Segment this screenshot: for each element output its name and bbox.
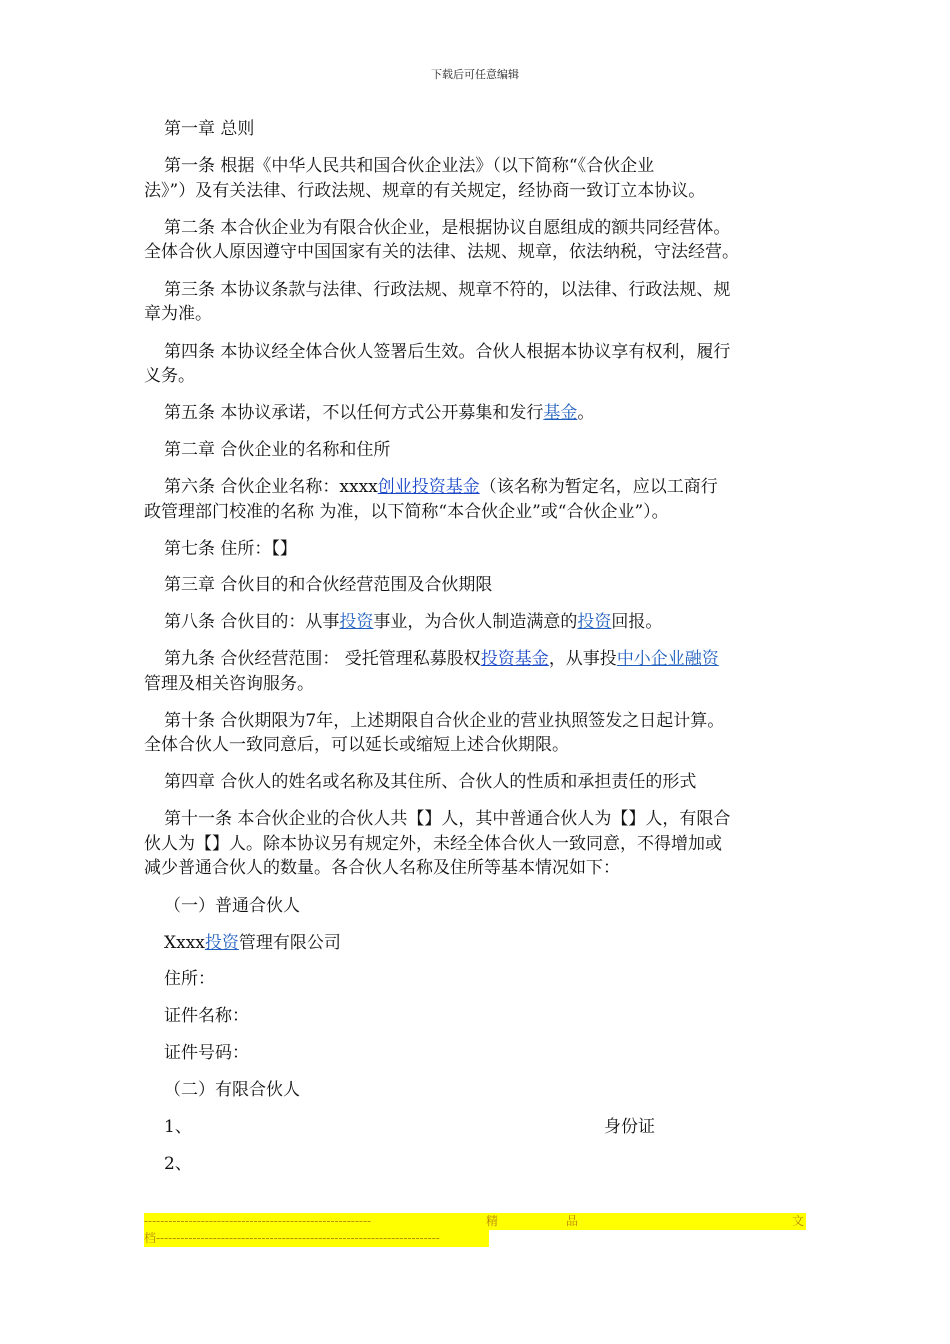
article-8-end: 回报。 — [611, 612, 663, 632]
id-type-label: 证件名称： — [164, 1006, 249, 1026]
article-9-text: 第九条 合伙经营范围： 受托管理私募股权 — [164, 649, 481, 669]
address-label: 住所： — [164, 969, 215, 989]
article-5 — [164, 402, 826, 424]
company-prefix: Xxxx — [164, 933, 205, 953]
investment-fund-link[interactable]: 投资基金 — [480, 649, 549, 669]
id-card-label: 身份证 — [604, 1117, 655, 1137]
footer-char-3: 文 — [792, 1214, 805, 1228]
chapter-4-title: 第四章 合伙人的姓名或名称及其住所、合伙人的性质和承担责任的形式 — [164, 772, 697, 792]
chapter-2-title: 第二章 合伙企业的名称和住所 — [164, 440, 391, 460]
limited-partner-1-number: 1、 — [164, 1117, 192, 1137]
article-6-line-1 — [164, 476, 826, 498]
article-1-line-1: 第一条 根据《中华人民共和国合伙企业法》（以下简称“《合伙企业 — [164, 156, 655, 176]
investment-link-1[interactable]: 投资 — [339, 612, 374, 632]
article-5-text: 第五条 本协议承诺，不以任何方式公开募集和发行 — [164, 403, 544, 423]
article-6-text: 第六条 合伙企业名称：xxxx — [164, 477, 378, 497]
article-9-line-2: 管理及相关咨询服务。 — [144, 674, 314, 694]
article-7: 第七条 住所：【】 — [164, 539, 297, 559]
article-11-line-3: 减少普通合伙人的数量。各合伙人名称及住所等基本情况如下： — [144, 858, 620, 878]
article-4-line-1: 第四条 本协议经全体合伙人签署后生效。合伙人根据本协议享有权利，履行 — [164, 342, 731, 362]
article-9-line-1 — [164, 648, 826, 670]
footer-banner-line-2: 档---------------------------------------------------------------------- — [144, 1230, 489, 1247]
article-3-line-2: 章为准。 — [144, 304, 212, 324]
article-5-end: 。 — [577, 403, 595, 423]
article-8-mid: 事业，为合伙人制造满意的 — [373, 612, 578, 632]
company-suffix: 管理有限公司 — [238, 933, 341, 953]
general-partner-name — [164, 932, 826, 954]
article-10-line-2: 全体合伙人一致同意后，可以延长或缩短上述合伙期限。 — [144, 735, 569, 755]
article-6-line-2: 政管理部门校准的名称 为准，以下简称“本合伙企业”或“合伙企业”）。 — [144, 502, 669, 522]
article-9-mid: ，从事投 — [548, 649, 617, 669]
investment-link-3[interactable]: 投资 — [204, 933, 239, 953]
article-8 — [164, 611, 826, 633]
sme-financing-link[interactable]: 中小企业融资 — [616, 649, 719, 669]
article-1-line-2: 法》”）及有关法律、行政法规、规章的有关规定，经协商一致订立本协议。 — [144, 181, 706, 201]
footer-banner-line-1 — [144, 1213, 806, 1230]
chapter-1-title: 第一章 总则 — [164, 119, 255, 139]
page-header: 下载后可任意编辑 — [431, 68, 519, 81]
footer-char-1: 精 — [486, 1214, 499, 1228]
investment-link-2[interactable]: 投资 — [577, 612, 612, 632]
limited-partner-1 — [164, 1116, 826, 1138]
article-3-line-1: 第三条 本协议条款与法律、行政法规、规章不符的，以法律、行政法规、规 — [164, 280, 731, 300]
article-10-line-1: 第十条 合伙期限为7年，上述期限自合伙企业的营业执照签发之日起计算。 — [164, 711, 725, 731]
article-2-line-1: 第二条 本合伙企业为有限合伙企业，是根据协议自愿组成的额共同经营体。 — [164, 218, 731, 238]
article-8-text: 第八条 合伙目的：从事 — [164, 612, 340, 632]
id-number-label: 证件号码： — [164, 1043, 249, 1063]
venture-fund-link[interactable]: 创业投资基金 — [377, 477, 480, 497]
article-4-line-2: 义务。 — [144, 366, 195, 386]
chapter-3-title: 第三章 合伙目的和合伙经营范围及合伙期限 — [164, 575, 493, 595]
article-6-cont: （该名称为暂定名，应以工商行 — [479, 477, 718, 497]
footer-dashes: -------------------------------------------------------- — [144, 1214, 372, 1228]
limited-partner-heading: （二）有限合伙人 — [164, 1080, 300, 1100]
fund-link[interactable]: 基金 — [543, 403, 578, 423]
general-partner-heading: （一）普通合伙人 — [164, 896, 300, 916]
footer-char-2: 品 — [566, 1214, 579, 1228]
article-11-line-1: 第十一条 本合伙企业的合伙人共【】人，其中普通合伙人为【】人，有限合 — [164, 809, 731, 829]
article-2-line-2: 全体合伙人原因遵守中国国家有关的法律、法规、规章，依法纳税，守法经营。 — [144, 242, 739, 262]
limited-partner-2: 2、 — [164, 1154, 192, 1174]
article-11-line-2: 伙人为【】人。除本协议另有规定外，未经全体合伙人一致同意，不得增加或 — [144, 834, 722, 854]
